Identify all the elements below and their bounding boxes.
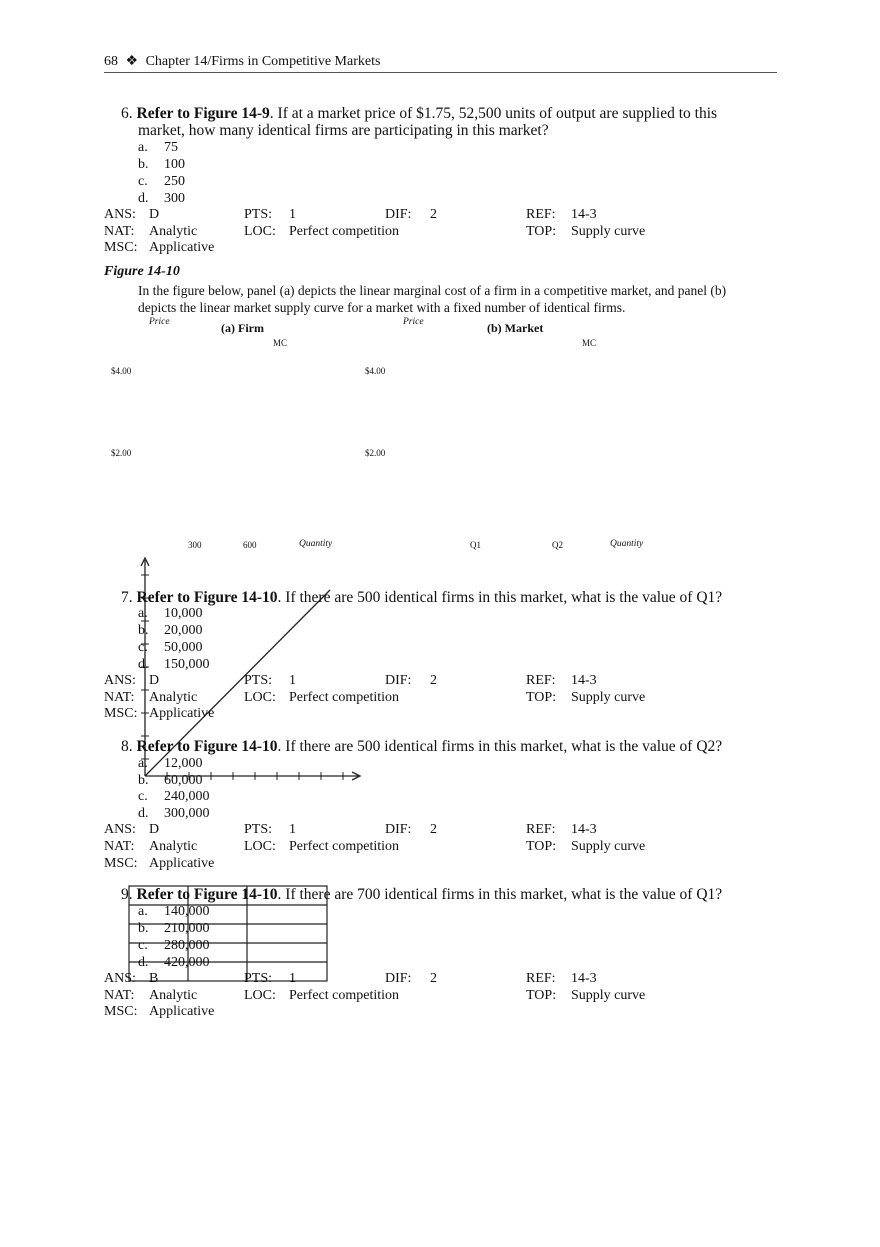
option-b: b. 20,000 xyxy=(138,623,203,638)
pts-value: 1 xyxy=(289,673,296,688)
ans-label: ANS: xyxy=(104,673,136,688)
msc-label: MSC: xyxy=(104,856,138,871)
loc-value: Perfect competition xyxy=(289,839,400,854)
ref-value: 14-3 xyxy=(571,207,597,222)
panel-a-q2: 600 xyxy=(243,540,257,550)
question-text: 6. Refer to Figure 14-9. If at a market price of $1.75, 52,500 units of output are supplied to this xyxy=(121,105,718,122)
nat-value: Analytic xyxy=(149,988,198,1003)
ans-value: D xyxy=(149,673,160,688)
top-value: Supply curve xyxy=(571,839,646,854)
question-text: 9. Refer to Figure 14-10. If there are 700 identical firms in this market, what is the value of Q1? xyxy=(121,886,723,903)
option-b: b. 100 xyxy=(138,157,185,172)
ans-value: D xyxy=(149,207,160,222)
pts-value: 1 xyxy=(289,207,296,222)
panel-b-price-high: $4.00 xyxy=(365,366,386,376)
msc-value: Applicative xyxy=(149,706,215,721)
nat-label: NAT: xyxy=(104,839,135,854)
dif-label: DIF: xyxy=(385,207,412,222)
panel-a-title: (a) Firm xyxy=(221,321,264,335)
ornament-icon: ❖ xyxy=(125,54,139,69)
option-d: d. 300 xyxy=(138,191,185,206)
pts-value: 1 xyxy=(289,971,296,986)
pts-label: PTS: xyxy=(244,822,273,837)
nat-value: Analytic xyxy=(149,839,198,854)
top-label: TOP: xyxy=(526,690,557,705)
dif-value: 2 xyxy=(430,971,437,986)
option-a: a. 140,000 xyxy=(138,904,210,919)
panel-b-title: (b) Market xyxy=(487,321,544,335)
loc-label: LOC: xyxy=(244,690,276,705)
panel-b-price-low: $2.00 xyxy=(365,448,386,458)
top-value: Supply curve xyxy=(571,690,646,705)
pts-value: 1 xyxy=(289,822,296,837)
nat-value: Analytic xyxy=(149,690,198,705)
panel-b-y-axis-label: Price xyxy=(403,317,424,327)
figure-desc-2: depicts the linear market supply curve for a market with a fixed number of identical firms. xyxy=(138,300,626,315)
ref-value: 14-3 xyxy=(571,971,597,986)
option-c: c. 240,000 xyxy=(138,789,210,804)
panel-a-y-axis-label: Price xyxy=(149,317,170,327)
loc-value: Perfect competition xyxy=(289,224,400,239)
top-value: Supply curve xyxy=(571,224,646,239)
ref-value: 14-3 xyxy=(571,673,597,688)
ans-value: B xyxy=(149,971,159,986)
ans-label: ANS: xyxy=(104,971,136,986)
panel-a-q1: 300 xyxy=(188,540,202,550)
loc-label: LOC: xyxy=(244,224,276,239)
question-text: 7. Refer to Figure 14-10. If there are 500 identical firms in this market, what is the value of Q1? xyxy=(121,589,723,606)
msc-label: MSC: xyxy=(104,706,138,721)
option-b: b. 210,000 xyxy=(138,921,210,936)
top-label: TOP: xyxy=(526,839,557,854)
dif-label: DIF: xyxy=(385,822,412,837)
ref-label: REF: xyxy=(526,673,556,688)
question-text: 8. Refer to Figure 14-10. If there are 500 identical firms in this market, what is the value of Q2? xyxy=(121,738,723,755)
option-c: c. 250 xyxy=(138,174,185,189)
question-text-cont: market, how many identical firms are participating in this market? xyxy=(138,122,549,139)
loc-value: Perfect competition xyxy=(289,690,400,705)
top-label: TOP: xyxy=(526,988,557,1003)
ans-label: ANS: xyxy=(104,207,136,222)
loc-label: LOC: xyxy=(244,988,276,1003)
ref-value: 14-3 xyxy=(571,822,597,837)
dif-value: 2 xyxy=(430,673,437,688)
panel-a-x-axis-label: Quantity xyxy=(299,539,333,549)
loc-label: LOC: xyxy=(244,839,276,854)
dif-label: DIF: xyxy=(385,673,412,688)
ref-label: REF: xyxy=(526,971,556,986)
nat-value: Analytic xyxy=(149,224,198,239)
panel-b-q1: Q1 xyxy=(470,540,481,550)
panel-b-mc-label: MC xyxy=(582,338,597,348)
panel-a-mc-label: MC xyxy=(273,338,288,348)
dif-value: 2 xyxy=(430,207,437,222)
option-d: d. 150,000 xyxy=(138,657,210,672)
msc-value: Applicative xyxy=(149,240,215,255)
ref-label: REF: xyxy=(526,207,556,222)
option-d: d. 420,000 xyxy=(138,955,210,970)
pts-label: PTS: xyxy=(244,673,273,688)
option-b: b. 60,000 xyxy=(138,773,203,788)
dif-value: 2 xyxy=(430,822,437,837)
top-label: TOP: xyxy=(526,224,557,239)
option-c: c. 50,000 xyxy=(138,640,203,655)
loc-value: Perfect competition xyxy=(289,988,400,1003)
panel-a-price-low: $2.00 xyxy=(111,448,132,458)
ref-label: REF: xyxy=(526,822,556,837)
nat-label: NAT: xyxy=(104,988,135,1003)
msc-value: Applicative xyxy=(149,1004,215,1019)
option-a: a. 75 xyxy=(138,140,178,155)
panel-b-x-axis-label: Quantity xyxy=(610,539,644,549)
pts-label: PTS: xyxy=(244,971,273,986)
msc-value: Applicative xyxy=(149,856,215,871)
option-a: a. 12,000 xyxy=(138,756,203,771)
ans-value: D xyxy=(149,822,160,837)
page-number: 68 xyxy=(104,54,118,69)
msc-label: MSC: xyxy=(104,1004,138,1019)
msc-label: MSC: xyxy=(104,240,138,255)
figure-title: Figure 14-10 xyxy=(104,264,180,279)
panel-b-q2: Q2 xyxy=(552,540,563,550)
nat-label: NAT: xyxy=(104,224,135,239)
chapter-title: Chapter 14/Firms in Competitive Markets xyxy=(145,54,381,69)
pts-label: PTS: xyxy=(244,207,273,222)
option-c: c. 280,000 xyxy=(138,938,210,953)
dif-label: DIF: xyxy=(385,971,412,986)
ans-label: ANS: xyxy=(104,822,136,837)
option-d: d. 300,000 xyxy=(138,806,210,821)
top-value: Supply curve xyxy=(571,988,646,1003)
option-a: a. 10,000 xyxy=(138,606,203,621)
figure-desc-1: In the figure below, panel (a) depicts the linear marginal cost of a firm in a competitive market, and panel (b) xyxy=(138,283,727,298)
panel-a-price-high: $4.00 xyxy=(111,366,132,376)
nat-label: NAT: xyxy=(104,690,135,705)
